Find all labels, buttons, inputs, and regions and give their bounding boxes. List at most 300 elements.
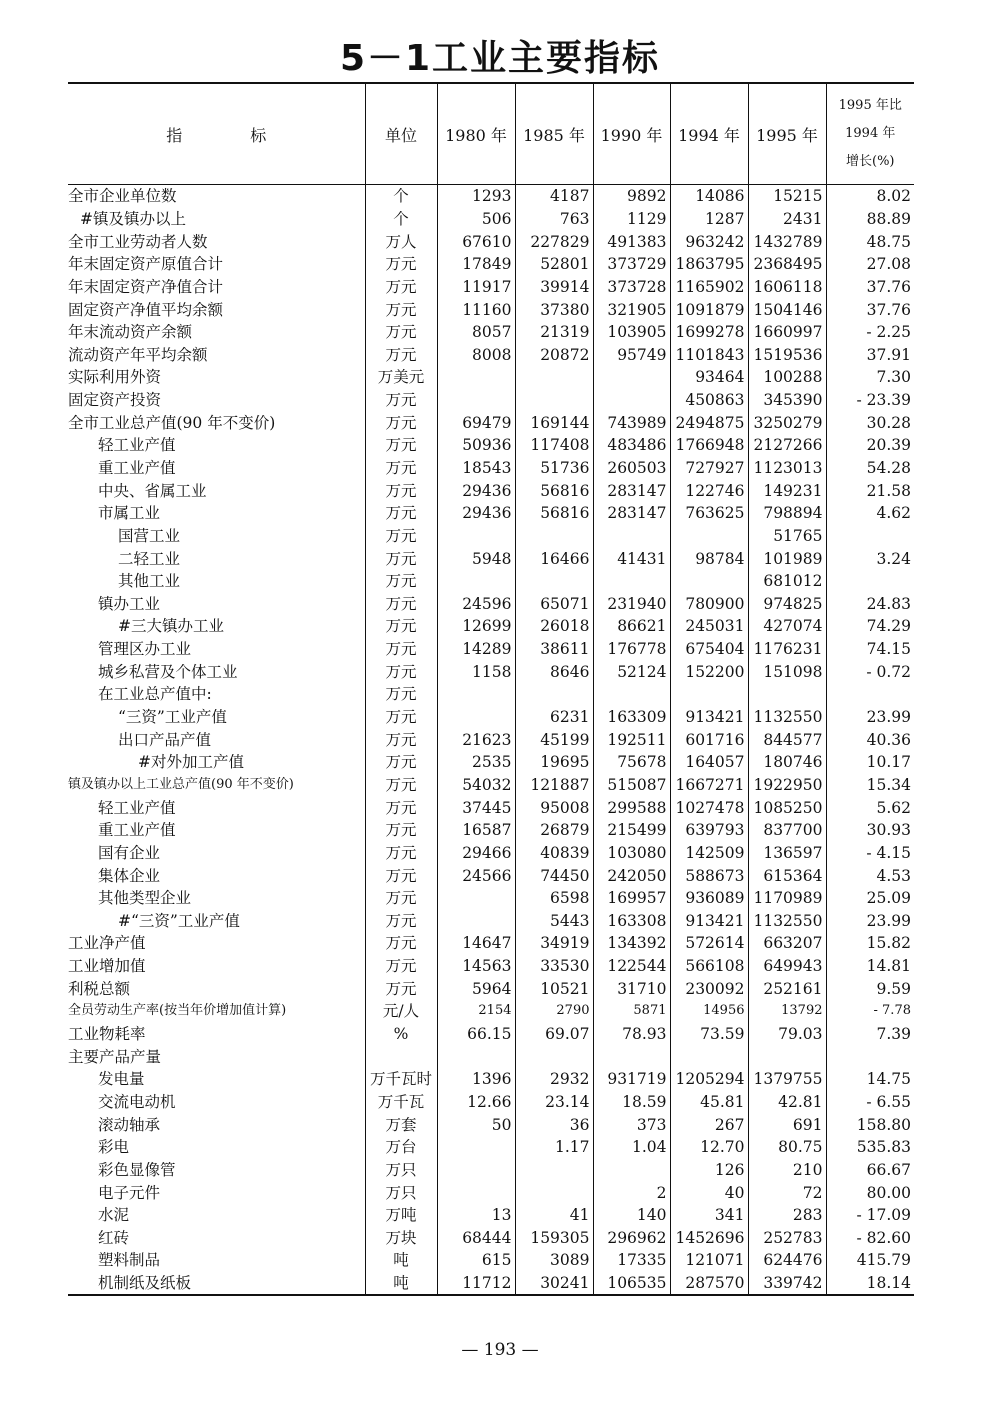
value-1990-cell: [593, 366, 670, 389]
value-1985-cell: 30241: [515, 1272, 593, 1296]
value-1994-cell: 913421: [670, 910, 748, 933]
growth-cell: 27.08: [826, 253, 914, 276]
value-1980-cell: 66.15: [437, 1023, 515, 1046]
value-1994-cell: 572614: [670, 932, 748, 955]
indicator-cell: 全市工业劳动者人数: [68, 232, 208, 251]
header-1990: 1990 年: [593, 83, 670, 185]
unit-cell: 万元: [365, 298, 437, 321]
table-row: [68, 819, 914, 842]
value-1995-cell: 51765: [748, 525, 826, 548]
value-1995-cell: 339742: [748, 1272, 826, 1296]
value-1994-cell: 1165902: [670, 276, 748, 299]
value-1990-cell: 75678: [593, 751, 670, 774]
value-1995-cell: 1504146: [748, 298, 826, 321]
value-1994-cell: 1027478: [670, 796, 748, 819]
value-1994-cell: 588673: [670, 864, 748, 887]
growth-cell: 14.75: [826, 1068, 914, 1091]
value-1990-cell: 169957: [593, 887, 670, 910]
indicator-cell: 出口产品产值: [118, 730, 212, 749]
unit-cell: 万元: [365, 457, 437, 480]
value-1980-cell: 11712: [437, 1272, 515, 1296]
table-row: [68, 1159, 914, 1182]
value-1994-cell: 122746: [670, 479, 748, 502]
value-1985-cell: 41: [515, 1204, 593, 1227]
growth-cell: [826, 525, 914, 548]
growth-cell: 54.28: [826, 457, 914, 480]
value-1980-cell: 29466: [437, 842, 515, 865]
header-1980: 1980 年: [437, 83, 515, 185]
unit-cell: 万元: [365, 570, 437, 593]
value-1990-cell: 52124: [593, 660, 670, 683]
unit-cell: 万元: [365, 660, 437, 683]
growth-cell: 158.80: [826, 1113, 914, 1136]
value-1985-cell: 65071: [515, 593, 593, 616]
value-1990-cell: 122544: [593, 955, 670, 978]
value-1994-cell: 230092: [670, 977, 748, 1000]
unit-cell: 万元: [365, 321, 437, 344]
value-1990-cell: 515087: [593, 774, 670, 797]
value-1990-cell: [593, 389, 670, 412]
unit-cell: 万元: [365, 593, 437, 616]
growth-cell: 88.89: [826, 208, 914, 231]
value-1995-cell: 681012: [748, 570, 826, 593]
value-1980-cell: 24566: [437, 864, 515, 887]
growth-cell: 20.39: [826, 434, 914, 457]
value-1994-cell: 913421: [670, 706, 748, 729]
growth-cell: 5.62: [826, 796, 914, 819]
value-1985-cell: 26018: [515, 615, 593, 638]
value-1985-cell: 45199: [515, 728, 593, 751]
table-row: [68, 1045, 914, 1068]
growth-cell: [826, 683, 914, 706]
value-1985-cell: 1.17: [515, 1136, 593, 1159]
value-1990-cell: 1.04: [593, 1136, 670, 1159]
growth-cell: 24.83: [826, 593, 914, 616]
value-1990-cell: 9892: [593, 185, 670, 208]
value-1980-cell: 50: [437, 1113, 515, 1136]
value-1995-cell: 1085250: [748, 796, 826, 819]
value-1980-cell: 54032: [437, 774, 515, 797]
value-1995-cell: 624476: [748, 1249, 826, 1272]
value-1980-cell: 16587: [437, 819, 515, 842]
value-1990-cell: 103080: [593, 842, 670, 865]
table-row: [68, 842, 914, 865]
value-1995-cell: 149231: [748, 479, 826, 502]
value-1990-cell: [593, 683, 670, 706]
table-row: [68, 593, 914, 616]
value-1980-cell: 13: [437, 1204, 515, 1227]
value-1990-cell: 296962: [593, 1226, 670, 1249]
value-1985-cell: 52801: [515, 253, 593, 276]
value-1980-cell: 2154: [437, 1000, 515, 1023]
header-growth: [826, 83, 914, 185]
table-row: [68, 660, 914, 683]
value-1985-cell: [515, 1045, 593, 1068]
unit-cell: 万块: [365, 1226, 437, 1249]
value-1994-cell: 164057: [670, 751, 748, 774]
table-row: [68, 638, 914, 661]
unit-cell: 万元: [365, 728, 437, 751]
growth-cell: 535.83: [826, 1136, 914, 1159]
value-1995-cell: 1170989: [748, 887, 826, 910]
value-1994-cell: 14956: [670, 1000, 748, 1023]
value-1995-cell: 283: [748, 1204, 826, 1227]
unit-cell: 万元: [365, 434, 437, 457]
indicator-cell: 利税总额: [68, 979, 131, 998]
value-1995-cell: 1432789: [748, 230, 826, 253]
value-1990-cell: 231940: [593, 593, 670, 616]
growth-cell: 9.59: [826, 977, 914, 1000]
growth-cell: - 23.39: [826, 389, 914, 412]
unit-cell: 万元: [365, 910, 437, 933]
value-1995-cell: 72: [748, 1181, 826, 1204]
growth-cell: 7.39: [826, 1023, 914, 1046]
growth-cell: 25.09: [826, 887, 914, 910]
value-1994-cell: 45.81: [670, 1091, 748, 1114]
value-1980-cell: [437, 1159, 515, 1182]
table-row: [68, 977, 914, 1000]
value-1980-cell: [437, 1045, 515, 1068]
table-row: [68, 683, 914, 706]
growth-cell: - 7.78: [826, 1000, 914, 1023]
growth-cell: 48.75: [826, 230, 914, 253]
indicator-cell: 固定资产净值平均余额: [68, 300, 224, 319]
value-1985-cell: [515, 570, 593, 593]
value-1994-cell: 675404: [670, 638, 748, 661]
value-1985-cell: 16466: [515, 547, 593, 570]
unit-cell: 万元: [365, 411, 437, 434]
indicator-cell: 其他类型企业: [98, 889, 192, 908]
value-1980-cell: [437, 887, 515, 910]
value-1995-cell: 649943: [748, 955, 826, 978]
indicator-table: [68, 82, 914, 1296]
indicator-cell: 在工业总产值中:: [98, 685, 212, 704]
value-1990-cell: 18.59: [593, 1091, 670, 1114]
value-1980-cell: 68444: [437, 1226, 515, 1249]
growth-cell: - 4.15: [826, 842, 914, 865]
indicator-cell: 全员劳动生产率(按当年价增加值计算): [68, 1003, 287, 1019]
value-1995-cell: 1379755: [748, 1068, 826, 1091]
growth-cell: 80.00: [826, 1181, 914, 1204]
value-1995-cell: 1123013: [748, 457, 826, 480]
table-row: [68, 887, 914, 910]
unit-cell: 个: [365, 208, 437, 231]
table-row: [68, 1181, 914, 1204]
unit-cell: 万元: [365, 276, 437, 299]
indicator-cell: 管理区办工业: [98, 640, 192, 659]
value-1990-cell: 283147: [593, 479, 670, 502]
value-1994-cell: 450863: [670, 389, 748, 412]
value-1980-cell: 1158: [437, 660, 515, 683]
table-row: [68, 1204, 914, 1227]
value-1995-cell: 151098: [748, 660, 826, 683]
indicator-cell: 滚动轴承: [98, 1115, 161, 1134]
value-1985-cell: 4187: [515, 185, 593, 208]
table-row: [68, 1226, 914, 1249]
table-row: [68, 1000, 914, 1023]
table-row: [68, 570, 914, 593]
value-1990-cell: 242050: [593, 864, 670, 887]
indicator-cell: 重工业产值: [98, 821, 176, 840]
value-1994-cell: 93464: [670, 366, 748, 389]
value-1990-cell: 103905: [593, 321, 670, 344]
table-row: [68, 479, 914, 502]
indicator-cell: #对外加工产值: [138, 753, 244, 772]
indicator-cell: #镇及镇办以上: [80, 209, 186, 228]
value-1994-cell: 1452696: [670, 1226, 748, 1249]
unit-cell: 万元: [365, 977, 437, 1000]
value-1995-cell: 101989: [748, 547, 826, 570]
value-1990-cell: [593, 525, 670, 548]
table-row: [68, 230, 914, 253]
unit-cell: [365, 1045, 437, 1068]
value-1980-cell: 37445: [437, 796, 515, 819]
unit-cell: 万元: [365, 615, 437, 638]
value-1995-cell: 844577: [748, 728, 826, 751]
table-header-row: [68, 83, 914, 185]
growth-cell: 4.53: [826, 864, 914, 887]
value-1980-cell: [437, 1181, 515, 1204]
value-1985-cell: [515, 683, 593, 706]
indicator-cell: 轻工业产值: [98, 436, 176, 455]
value-1980-cell: 11160: [437, 298, 515, 321]
unit-cell: 万元: [365, 796, 437, 819]
value-1985-cell: [515, 1181, 593, 1204]
table-row: [68, 864, 914, 887]
value-1985-cell: 34919: [515, 932, 593, 955]
indicator-cell: 彩电: [98, 1138, 130, 1157]
value-1980-cell: 69479: [437, 411, 515, 434]
unit-cell: 万元: [365, 683, 437, 706]
indicator-cell: 彩色显像管: [98, 1160, 176, 1179]
growth-cell: - 2.25: [826, 321, 914, 344]
value-1985-cell: 39914: [515, 276, 593, 299]
indicator-cell: 塑料制品: [98, 1251, 161, 1270]
unit-cell: 万元: [365, 864, 437, 887]
growth-cell: 7.30: [826, 366, 914, 389]
value-1980-cell: 29436: [437, 502, 515, 525]
value-1994-cell: [670, 570, 748, 593]
value-1990-cell: [593, 1045, 670, 1068]
unit-cell: 万元: [365, 502, 437, 525]
unit-cell: 万美元: [365, 366, 437, 389]
indicator-cell: 市属工业: [98, 504, 161, 523]
value-1980-cell: 8008: [437, 343, 515, 366]
unit-cell: %: [365, 1023, 437, 1046]
table-row: [68, 615, 914, 638]
unit-cell: 万元: [365, 479, 437, 502]
header-indicator: 指标: [68, 83, 365, 185]
growth-cell: - 17.09: [826, 1204, 914, 1227]
unit-cell: 个: [365, 185, 437, 208]
table-row: [68, 253, 914, 276]
page-number: — 193 —: [461, 1340, 539, 1360]
unit-cell: 万元: [365, 547, 437, 570]
value-1985-cell: 117408: [515, 434, 593, 457]
value-1995-cell: 1660997: [748, 321, 826, 344]
value-1995-cell: [748, 683, 826, 706]
value-1990-cell: 1129: [593, 208, 670, 231]
value-1980-cell: [437, 706, 515, 729]
value-1994-cell: 267: [670, 1113, 748, 1136]
page-title: 5－1工业主要指标: [339, 38, 661, 79]
value-1985-cell: [515, 389, 593, 412]
table-row: [68, 411, 914, 434]
value-1995-cell: 136597: [748, 842, 826, 865]
value-1990-cell: 95749: [593, 343, 670, 366]
indicator-cell: 中央、省属工业: [98, 481, 207, 500]
value-1990-cell: 5871: [593, 1000, 670, 1023]
value-1985-cell: 159305: [515, 1226, 593, 1249]
unit-cell: 吨: [365, 1249, 437, 1272]
value-1990-cell: 86621: [593, 615, 670, 638]
unit-cell: 万人: [365, 230, 437, 253]
growth-cell: 66.67: [826, 1159, 914, 1182]
growth-cell: - 6.55: [826, 1091, 914, 1114]
value-1990-cell: 299588: [593, 796, 670, 819]
value-1990-cell: 176778: [593, 638, 670, 661]
unit-cell: 万吨: [365, 1204, 437, 1227]
table-row: [68, 1113, 914, 1136]
value-1995-cell: 427074: [748, 615, 826, 638]
value-1980-cell: 615: [437, 1249, 515, 1272]
table-row: [68, 547, 914, 570]
value-1990-cell: 321905: [593, 298, 670, 321]
value-1985-cell: 763: [515, 208, 593, 231]
value-1995-cell: 210: [748, 1159, 826, 1182]
indicator-cell: 流动资产年平均余额: [68, 345, 208, 364]
value-1990-cell: [593, 1159, 670, 1182]
value-1985-cell: 74450: [515, 864, 593, 887]
growth-cell: 18.14: [826, 1272, 914, 1296]
value-1990-cell: 743989: [593, 411, 670, 434]
indicator-cell: 工业净产值: [68, 934, 146, 953]
unit-cell: 元/人: [365, 1000, 437, 1023]
value-1985-cell: 6231: [515, 706, 593, 729]
value-1990-cell: 78.93: [593, 1023, 670, 1046]
value-1980-cell: 8057: [437, 321, 515, 344]
unit-cell: 万元: [365, 842, 437, 865]
value-1985-cell: 95008: [515, 796, 593, 819]
table-row: [68, 343, 914, 366]
value-1995-cell: 2431: [748, 208, 826, 231]
value-1985-cell: [515, 525, 593, 548]
indicator-cell: 年末固定资产原值合计: [68, 255, 224, 274]
value-1985-cell: 3089: [515, 1249, 593, 1272]
table-row: [68, 434, 914, 457]
indicator-cell: 水泥: [98, 1206, 130, 1225]
value-1990-cell: 163308: [593, 910, 670, 933]
value-1980-cell: 18543: [437, 457, 515, 480]
header-growth-line1: 1995 年比: [838, 98, 902, 113]
value-1980-cell: 29436: [437, 479, 515, 502]
value-1980-cell: [437, 910, 515, 933]
value-1994-cell: 73.59: [670, 1023, 748, 1046]
growth-cell: 4.62: [826, 502, 914, 525]
unit-cell: 万元: [365, 706, 437, 729]
unit-cell: 万元: [365, 389, 437, 412]
value-1980-cell: [437, 366, 515, 389]
value-1980-cell: 5964: [437, 977, 515, 1000]
indicator-cell: 其他工业: [118, 572, 181, 591]
indicator-cell: 国有企业: [98, 843, 161, 862]
table-row: [68, 457, 914, 480]
value-1985-cell: 33530: [515, 955, 593, 978]
value-1985-cell: 26879: [515, 819, 593, 842]
growth-cell: [826, 570, 914, 593]
value-1995-cell: 100288: [748, 366, 826, 389]
header-1995: 1995 年: [748, 83, 826, 185]
value-1994-cell: 727927: [670, 457, 748, 480]
value-1994-cell: 1287: [670, 208, 748, 231]
value-1980-cell: 12.66: [437, 1091, 515, 1114]
value-1994-cell: 601716: [670, 728, 748, 751]
value-1985-cell: [515, 366, 593, 389]
value-1990-cell: 2: [593, 1181, 670, 1204]
unit-cell: 万元: [365, 955, 437, 978]
indicator-cell: 工业增加值: [68, 957, 146, 976]
header-growth-line3: 增长(%): [846, 154, 895, 169]
growth-cell: 30.28: [826, 411, 914, 434]
value-1995-cell: 1922950: [748, 774, 826, 797]
value-1994-cell: 287570: [670, 1272, 748, 1296]
unit-cell: 万千瓦时: [365, 1068, 437, 1091]
unit-cell: 万元: [365, 525, 437, 548]
value-1980-cell: [437, 389, 515, 412]
value-1994-cell: 566108: [670, 955, 748, 978]
unit-cell: 万只: [365, 1181, 437, 1204]
value-1990-cell: 17335: [593, 1249, 670, 1272]
value-1985-cell: 169144: [515, 411, 593, 434]
indicator-cell: 主要产品产量: [68, 1047, 162, 1066]
value-1985-cell: 227829: [515, 230, 593, 253]
table-row: [68, 796, 914, 819]
growth-cell: 15.82: [826, 932, 914, 955]
value-1985-cell: 56816: [515, 479, 593, 502]
value-1994-cell: 936089: [670, 887, 748, 910]
unit-cell: 万元: [365, 774, 437, 797]
value-1994-cell: 40: [670, 1181, 748, 1204]
indicator-cell: 全市企业单位数: [68, 187, 177, 206]
value-1995-cell: 13792: [748, 1000, 826, 1023]
indicator-cell: 机制纸及纸板: [68, 1272, 365, 1296]
value-1994-cell: 963242: [670, 230, 748, 253]
table-body: [68, 185, 914, 1296]
value-1995-cell: 80.75: [748, 1136, 826, 1159]
growth-cell: 37.91: [826, 343, 914, 366]
value-1994-cell: 1863795: [670, 253, 748, 276]
header-growth-line2: 1994 年: [845, 126, 896, 141]
indicator-cell: 工业物耗率: [68, 1025, 146, 1044]
value-1980-cell: 14563: [437, 955, 515, 978]
table-row: [68, 706, 914, 729]
growth-cell: 40.36: [826, 728, 914, 751]
value-1995-cell: 345390: [748, 389, 826, 412]
value-1995-cell: 1519536: [748, 343, 826, 366]
value-1985-cell: 5443: [515, 910, 593, 933]
indicator-cell: 交流电动机: [98, 1092, 176, 1111]
value-1990-cell: 373729: [593, 253, 670, 276]
growth-cell: 415.79: [826, 1249, 914, 1272]
value-1985-cell: 20872: [515, 343, 593, 366]
value-1994-cell: [670, 1045, 748, 1068]
table-row: [68, 366, 914, 389]
growth-cell: 37.76: [826, 276, 914, 299]
value-1995-cell: 1606118: [748, 276, 826, 299]
value-1990-cell: 134392: [593, 932, 670, 955]
value-1995-cell: 974825: [748, 593, 826, 616]
table-row: [68, 298, 914, 321]
